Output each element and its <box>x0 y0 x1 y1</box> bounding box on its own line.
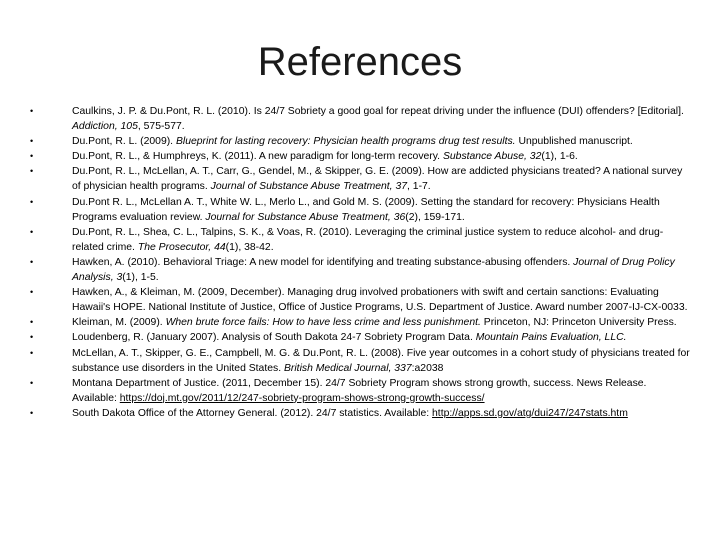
reference-item <box>30 195 690 225</box>
reference-text <box>72 134 690 149</box>
reference-segment: Du.Pont, R. L., McLellan, A. T., Carr, G., Gendel, M., & Skipper, G. E. (2009). How are addicted physicians treated? A national survey of physician health programs. <box>72 166 683 193</box>
reference-segment: Hawken, A. (2010). Behavioral Triage: A new model for identifying and treating substance-abusing offenders. <box>72 256 574 268</box>
reference-text <box>72 104 690 134</box>
reference-segment: South Dakota Office of the Attorney General. (2012). 24/7 statistics. Available: <box>72 407 433 419</box>
reference-source: Substance Abuse, 32 <box>442 151 542 163</box>
reference-segment: Du.Pont, R. L., Shea, C. L., Talpins, S. K., & Voas, R. (2010). Leveraging the criminal justice system to reduce alcohol- and drug-related crime. <box>72 226 664 253</box>
reference-item <box>30 255 690 285</box>
reference-item <box>30 285 690 315</box>
reference-segment: Montana Department of Justice. (2011, December 15). 24/7 Sobriety Program shows strong growth, success. News Release. Available: <box>72 377 647 404</box>
page-title: References <box>257 40 463 84</box>
reference-segment: McLellan, A. T., Skipper, G. E., Campbell, M. G. & Du.Pont, R. L. (2008). Five year outcomes in a cohort study of physicians treated for substance use disorders in the United States. <box>72 347 690 374</box>
reference-text <box>72 406 690 421</box>
bullet-icon: • <box>30 106 34 116</box>
reference-text <box>72 285 690 315</box>
reference-segment: Du.Pont, R. L., & Humphreys, K. (2011). A new paradigm for long-term recovery. <box>72 151 443 163</box>
reference-segment: , 575-577. <box>137 121 185 133</box>
reference-item <box>30 164 690 194</box>
reference-text <box>72 346 690 376</box>
reference-text <box>72 330 690 345</box>
bullet-icon: • <box>30 317 34 328</box>
bullet-icon: • <box>30 256 34 267</box>
reference-item <box>30 149 690 164</box>
reference-segment: Unpublished manuscript. <box>515 136 633 148</box>
reference-item <box>30 104 690 134</box>
reference-item <box>30 346 690 376</box>
reference-text <box>72 225 690 255</box>
references-list <box>30 104 690 421</box>
reference-segment: (2), 159-171. <box>405 211 465 223</box>
reference-source: Mountain Pains Evaluation, LLC. <box>475 332 627 344</box>
reference-segment: Kleiman, M. (2009). <box>72 317 166 329</box>
reference-item <box>30 376 690 406</box>
reference-segment: Loudenberg, R. (January 2007). Analysis of South Dakota 24-7 Sobriety Program Data. <box>72 332 476 344</box>
reference-item <box>30 406 690 421</box>
bullet-icon: • <box>30 166 34 177</box>
reference-segment: Caulkins, J. P. & Du.Pont, R. L. (2010). Is 24/7 Sobriety a good goal for repeat driving under the influence (DUI) offenders? [Editorial]. <box>72 106 684 117</box>
reference-text <box>72 255 690 285</box>
reference-item <box>30 315 690 330</box>
bullet-icon: • <box>30 347 34 358</box>
reference-segment: (1), 1-5. <box>122 272 159 284</box>
bullet-icon: • <box>30 377 34 388</box>
reference-text <box>72 376 690 406</box>
reference-source: When brute force fails: How to have less crime and less punishment. <box>165 317 481 329</box>
reference-segment: Hawken, A., & Kleiman, M. (2009, December). Managing drug involved probationers with swift and certain sanctions: Evaluating Hawaii's HOPE. National Institute of Justice, Office of Justice Programs, U.S. Department of Justice. Award number 2007-IJ-CX-0033. <box>72 287 688 314</box>
reference-text <box>72 149 690 164</box>
reference-segment: Princeton, NJ: Princeton University Press. <box>480 317 677 329</box>
reference-source: Journal of Drug Policy Analysis, 3 <box>72 256 675 284</box>
reference-source: Blueprint for lasting recovery: Physician health programs drug test results. <box>175 136 516 148</box>
bullet-icon: • <box>30 407 34 418</box>
bullet-icon: • <box>30 287 34 298</box>
reference-text <box>72 164 690 194</box>
reference-link[interactable]: http://apps.sd.gov/atg/dui247/247stats.htm <box>432 407 628 419</box>
reference-source: British Medical Journal, 337 <box>283 362 412 374</box>
reference-item <box>30 225 690 255</box>
bullet-icon: • <box>30 226 34 237</box>
reference-segment: (1), 38-42. <box>225 241 274 253</box>
bullet-icon: • <box>30 196 34 207</box>
reference-source: Addiction, 105 <box>72 121 138 133</box>
bullet-icon: • <box>30 151 34 162</box>
reference-item <box>30 134 690 149</box>
reference-text <box>72 315 690 330</box>
reference-source: The Prosecutor, 44 <box>137 241 226 253</box>
reference-segment: (1), 1-6. <box>541 151 578 163</box>
reference-source: Journal of Substance Abuse Treatment, 37 <box>210 181 408 193</box>
reference-link[interactable]: https://doj.mt.gov/2011/12/247-sobriety-program-shows-strong-growth-success/ <box>119 392 485 404</box>
reference-source: Journal for Substance Abuse Treatment, 36 <box>205 211 406 223</box>
reference-text <box>72 195 690 225</box>
reference-item <box>30 330 690 345</box>
reference-segment: Du.Pont R. L., McLellan A. T., White W. L., Merlo L., and Gold M. S. (2009). Setting the standard for recovery: Physicians Health Programs evaluation review. <box>72 196 660 223</box>
reference-segment: , 1-7. <box>407 181 431 193</box>
reference-segment: Du.Pont, R. L. (2009). <box>72 136 176 148</box>
reference-segment: :a2038 <box>411 362 444 374</box>
bullet-icon: • <box>30 136 34 147</box>
bullet-icon: • <box>30 332 34 343</box>
